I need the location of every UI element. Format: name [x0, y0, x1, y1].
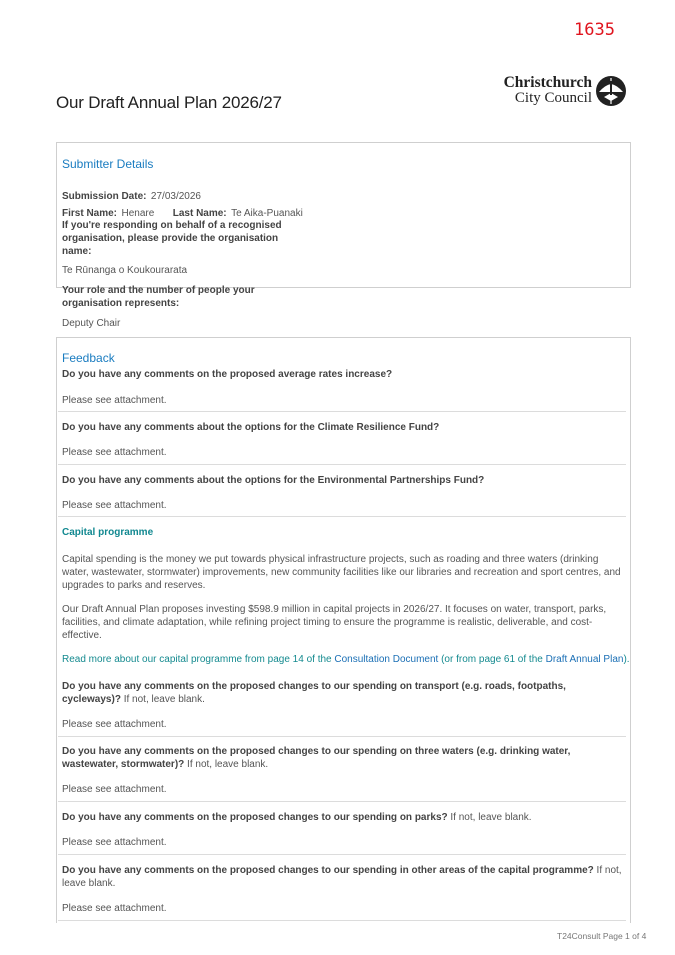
- divider: [58, 411, 626, 412]
- question-climate-fund: Do you have any comments about the options for the Climate Resilience Fund?: [62, 422, 440, 433]
- consultation-document-link[interactable]: Consultation Document: [334, 654, 439, 665]
- answer-transport: Please see attachment.: [62, 719, 167, 730]
- role-value: Deputy Chair: [62, 318, 121, 329]
- answer-three-waters: Please see attachment.: [62, 784, 167, 795]
- first-name-label: First Name:: [62, 208, 118, 219]
- capital-programme-heading: Capital programme: [62, 527, 154, 538]
- answer-climate-fund: Please see attachment.: [62, 447, 167, 458]
- capital-paragraph-2: Our Draft Annual Plan proposes investing $598.9 million in capital projects in 2026/27. It focuses on water, transport, parks, facilities, and climate adaptation, while refining project timing to ensure the programme is realistic, deliverable, and cost-effective.: [62, 604, 607, 641]
- logo-line2: City Council: [514, 90, 592, 106]
- submission-date-label: Submission Date:: [62, 191, 147, 202]
- feedback-section-title: Feedback: [62, 351, 115, 365]
- answer-parks: Please see attachment.: [62, 837, 167, 848]
- read-more-line: [62, 654, 630, 665]
- question-transport: Do you have any comments on the proposed changes to our spending on transport (e.g. roads, footpaths, cycleways)? If not, leave blank.: [62, 681, 566, 705]
- divider: [58, 736, 626, 737]
- submitter-section-title: Submitter Details: [62, 157, 154, 171]
- page-title: Our Draft Annual Plan 2026/27: [56, 93, 282, 112]
- cathedral-icon: [595, 75, 627, 107]
- organisation-question: If you're responding on behalf of a recognised organisation, please provide the organisation name:: [62, 220, 282, 257]
- divider: [58, 920, 626, 921]
- council-logo: [500, 75, 630, 109]
- answer-rates: Please see attachment.: [62, 395, 167, 406]
- divider: [58, 464, 626, 465]
- question-environmental-fund: Do you have any comments about the options for the Environmental Partnerships Fund?: [62, 475, 485, 486]
- divider: [58, 516, 626, 517]
- submission-date-value: 27/03/2026: [150, 191, 201, 202]
- question-three-waters: Do you have any comments on the proposed changes to our spending on three waters (e.g. drinking water, wastewater, stormwater)? If not, leave blank.: [62, 746, 571, 770]
- divider: [58, 801, 626, 802]
- submission-date-row: [62, 188, 201, 203]
- page-footer: T24Consult Page 1 of 4: [557, 931, 647, 941]
- question-parks: Do you have any comments on the proposed changes to our spending on parks? If not, leave blank.: [62, 812, 532, 823]
- answer-environmental-fund: Please see attachment.: [62, 500, 167, 511]
- last-name-label: Last Name:: [172, 208, 227, 219]
- name-row: [62, 205, 303, 220]
- read-more-suffix: ).: [623, 654, 630, 665]
- capital-paragraph-1: Capital spending is the money we put towards physical infrastructure projects, such as roading and three waters (drinking water, wastewater, stormwater) improvements, new community facilities like our libraries and recreation and sport centres, and upgrades to parks and reserves.: [62, 554, 621, 591]
- last-name-value: Te Aika-Puanaki: [231, 208, 303, 219]
- read-more-prefix: Read more about our capital programme from page 14 of the: [62, 654, 335, 665]
- role-question: Your role and the number of people your organisation represents:: [62, 285, 255, 309]
- draft-annual-plan-link[interactable]: Draft Annual Plan: [545, 654, 624, 665]
- answer-other-capital: Please see attachment.: [62, 903, 167, 914]
- question-other-capital: Do you have any comments on the proposed changes to our spending in other areas of the capital programme? If not, leave blank.: [62, 865, 622, 889]
- divider: [58, 854, 626, 855]
- question-rates: Do you have any comments on the proposed average rates increase?: [62, 369, 393, 380]
- logo-line1: Christchurch: [503, 74, 592, 91]
- page-marker: 1635: [574, 20, 615, 40]
- organisation-value: Te Rūnanga o Koukourarata: [62, 265, 188, 276]
- read-more-middle: (or from page 61 of the: [438, 654, 546, 665]
- first-name-value: Henare: [121, 208, 155, 219]
